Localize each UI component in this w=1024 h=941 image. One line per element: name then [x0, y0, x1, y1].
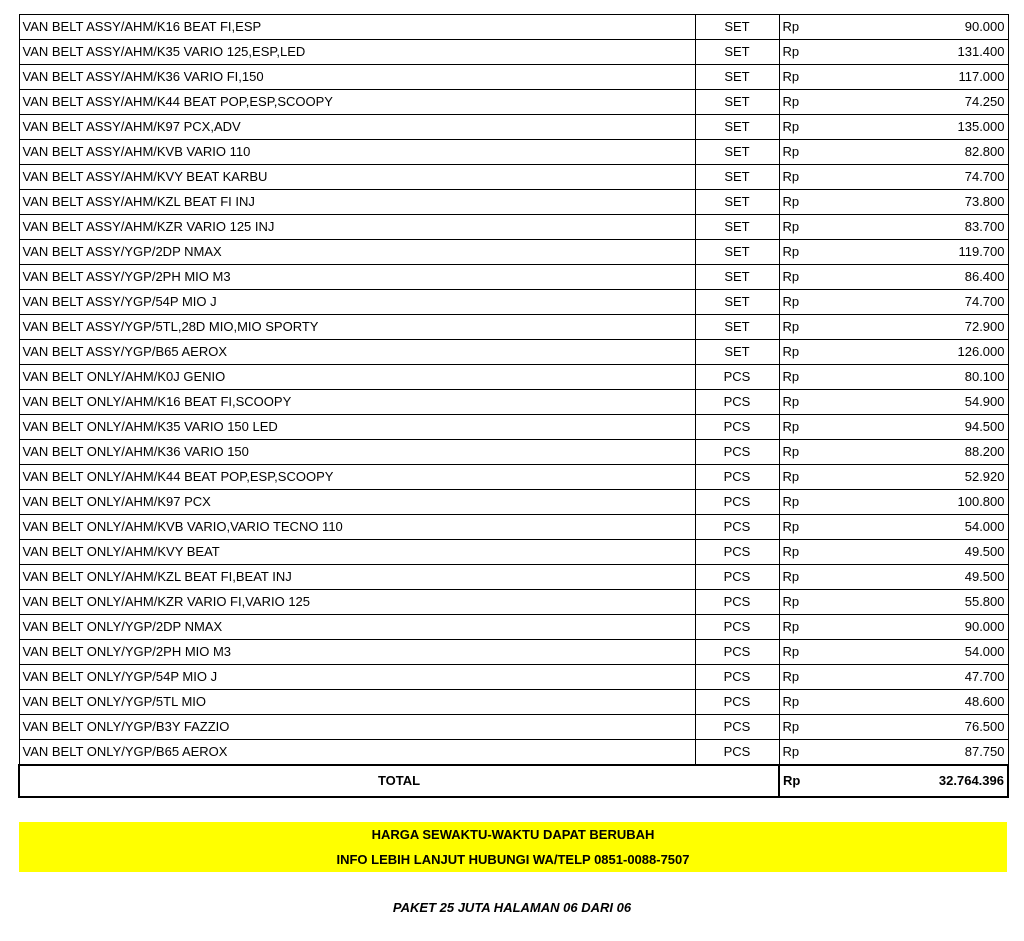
item-currency-cell: Rp [779, 15, 809, 40]
item-currency-cell: Rp [779, 40, 809, 65]
table-row [19, 365, 1008, 390]
item-currency-cell: Rp [779, 340, 809, 365]
item-price-cell: 126.000 [809, 340, 1008, 365]
item-currency-cell: Rp [779, 240, 809, 265]
item-currency-cell: Rp [779, 165, 809, 190]
table-row [19, 190, 1008, 215]
item-unit-cell: SET [695, 290, 779, 315]
item-currency-cell: Rp [779, 190, 809, 215]
item-currency-cell: Rp [779, 265, 809, 290]
item-name-cell: VAN BELT ONLY/AHM/K35 VARIO 150 LED [19, 415, 695, 440]
item-unit-cell: SET [695, 340, 779, 365]
item-price-cell: 82.800 [809, 140, 1008, 165]
table-row [19, 265, 1008, 290]
item-currency-cell: Rp [779, 565, 809, 590]
item-name-cell: VAN BELT ASSY/AHM/KZR VARIO 125 INJ [19, 215, 695, 240]
item-name-cell: VAN BELT ONLY/AHM/K44 BEAT POP,ESP,SCOOPY [19, 465, 695, 490]
item-currency-cell: Rp [779, 115, 809, 140]
item-unit-cell: PCS [695, 390, 779, 415]
table-row [19, 515, 1008, 540]
table-row [19, 240, 1008, 265]
item-price-cell: 131.400 [809, 40, 1008, 65]
item-name-cell: VAN BELT ONLY/AHM/K36 VARIO 150 [19, 440, 695, 465]
notice-line-price-change: HARGA SEWAKTU-WAKTU DAPAT BERUBAH [371, 827, 655, 842]
item-unit-cell: SET [695, 240, 779, 265]
item-price-cell: 49.500 [809, 540, 1008, 565]
item-currency-cell: Rp [779, 515, 809, 540]
item-unit-cell: SET [695, 40, 779, 65]
table-row [19, 340, 1008, 365]
item-unit-cell: PCS [695, 540, 779, 565]
item-price-cell: 117.000 [809, 65, 1008, 90]
item-name-cell: VAN BELT ASSY/AHM/K44 BEAT POP,ESP,SCOOPY [19, 90, 695, 115]
item-currency-cell: Rp [779, 390, 809, 415]
item-unit-cell: PCS [695, 515, 779, 540]
item-currency-cell: Rp [779, 690, 809, 715]
table-row [19, 165, 1008, 190]
item-unit-cell: SET [695, 65, 779, 90]
item-currency-cell: Rp [779, 140, 809, 165]
item-currency-cell: Rp [779, 715, 809, 740]
table-row [19, 615, 1008, 640]
item-price-cell: 88.200 [809, 440, 1008, 465]
item-unit-cell: PCS [695, 615, 779, 640]
item-unit-cell: SET [695, 190, 779, 215]
item-name-cell: VAN BELT ONLY/YGP/B65 AEROX [19, 740, 695, 766]
item-currency-cell: Rp [779, 365, 809, 390]
item-name-cell: VAN BELT ONLY/AHM/KVB VARIO,VARIO TECNO 110 [19, 515, 695, 540]
item-name-cell: VAN BELT ONLY/YGP/5TL MIO [19, 690, 695, 715]
item-unit-cell: PCS [695, 640, 779, 665]
item-price-cell: 87.750 [809, 740, 1008, 766]
item-name-cell: VAN BELT ONLY/AHM/KVY BEAT [19, 540, 695, 565]
item-currency-cell: Rp [779, 315, 809, 340]
item-price-cell: 119.700 [809, 240, 1008, 265]
item-price-cell: 100.800 [809, 490, 1008, 515]
item-name-cell: VAN BELT ASSY/AHM/KVB VARIO 110 [19, 140, 695, 165]
item-unit-cell: PCS [695, 415, 779, 440]
item-price-cell: 135.000 [809, 115, 1008, 140]
table-row [19, 115, 1008, 140]
item-unit-cell: PCS [695, 465, 779, 490]
item-unit-cell: PCS [695, 440, 779, 465]
item-price-cell: 76.500 [809, 715, 1008, 740]
item-price-cell: 72.900 [809, 315, 1008, 340]
item-name-cell: VAN BELT ONLY/YGP/54P MIO J [19, 665, 695, 690]
item-name-cell: VAN BELT ASSY/AHM/K97 PCX,ADV [19, 115, 695, 140]
item-unit-cell: PCS [695, 715, 779, 740]
table-row [19, 215, 1008, 240]
item-currency-cell: Rp [779, 415, 809, 440]
item-unit-cell: SET [695, 90, 779, 115]
notice-banner [19, 822, 1007, 872]
item-unit-cell: SET [695, 315, 779, 340]
item-name-cell: VAN BELT ASSY/AHM/K35 VARIO 125,ESP,LED [19, 40, 695, 65]
item-price-cell: 86.400 [809, 265, 1008, 290]
item-unit-cell: SET [695, 115, 779, 140]
item-name-cell: VAN BELT ASSY/AHM/KVY BEAT KARBU [19, 165, 695, 190]
item-name-cell: VAN BELT ONLY/AHM/KZR VARIO FI,VARIO 125 [19, 590, 695, 615]
item-currency-cell: Rp [779, 615, 809, 640]
item-unit-cell: PCS [695, 365, 779, 390]
item-unit-cell: SET [695, 265, 779, 290]
item-currency-cell: Rp [779, 215, 809, 240]
item-unit-cell: SET [695, 15, 779, 40]
table-row [19, 715, 1008, 740]
item-currency-cell: Rp [779, 590, 809, 615]
item-name-cell: VAN BELT ONLY/YGP/B3Y FAZZIO [19, 715, 695, 740]
item-price-cell: 54.000 [809, 640, 1008, 665]
item-currency-cell: Rp [779, 640, 809, 665]
item-name-cell: VAN BELT ASSY/YGP/5TL,28D MIO,MIO SPORTY [19, 315, 695, 340]
table-row [19, 140, 1008, 165]
item-name-cell: VAN BELT ONLY/AHM/KZL BEAT FI,BEAT INJ [19, 565, 695, 590]
item-price-cell: 52.920 [809, 465, 1008, 490]
page-footer: PAKET 25 JUTA HALAMAN 06 DARI 06 [392, 900, 632, 915]
item-currency-cell: Rp [779, 290, 809, 315]
item-price-cell: 73.800 [809, 190, 1008, 215]
table-row [19, 40, 1008, 65]
total-amount: 32.764.396 [809, 765, 1008, 797]
item-price-cell: 54.000 [809, 515, 1008, 540]
item-currency-cell: Rp [779, 665, 809, 690]
item-currency-cell: Rp [779, 65, 809, 90]
item-name-cell: VAN BELT ASSY/AHM/K36 VARIO FI,150 [19, 65, 695, 90]
table-row [19, 740, 1008, 766]
item-currency-cell: Rp [779, 490, 809, 515]
item-name-cell: VAN BELT ASSY/YGP/B65 AEROX [19, 340, 695, 365]
price-table [18, 14, 1009, 798]
item-name-cell: VAN BELT ONLY/AHM/K16 BEAT FI,SCOOPY [19, 390, 695, 415]
total-label: TOTAL [19, 765, 779, 797]
item-price-cell: 74.700 [809, 165, 1008, 190]
item-name-cell: VAN BELT ONLY/YGP/2PH MIO M3 [19, 640, 695, 665]
table-row [19, 65, 1008, 90]
table-row [19, 15, 1008, 40]
table-row [19, 415, 1008, 440]
item-price-cell: 49.500 [809, 565, 1008, 590]
item-unit-cell: PCS [695, 490, 779, 515]
item-price-cell: 74.250 [809, 90, 1008, 115]
table-row [19, 315, 1008, 340]
item-currency-cell: Rp [779, 540, 809, 565]
item-name-cell: VAN BELT ASSY/AHM/KZL BEAT FI INJ [19, 190, 695, 215]
item-currency-cell: Rp [779, 440, 809, 465]
table-row [19, 390, 1008, 415]
item-unit-cell: PCS [695, 690, 779, 715]
item-price-cell: 47.700 [809, 665, 1008, 690]
notice-line-contact: INFO LEBIH LANJUT HUBUNGI WA/TELP 0851-0088-7507 [336, 852, 690, 867]
table-row [19, 540, 1008, 565]
table-row [19, 440, 1008, 465]
item-name-cell: VAN BELT ONLY/AHM/K0J GENIO [19, 365, 695, 390]
item-price-cell: 94.500 [809, 415, 1008, 440]
table-row [19, 690, 1008, 715]
table-row [19, 565, 1008, 590]
item-currency-cell: Rp [779, 740, 809, 766]
item-price-cell: 55.800 [809, 590, 1008, 615]
table-row [19, 290, 1008, 315]
item-price-cell: 83.700 [809, 215, 1008, 240]
item-unit-cell: PCS [695, 565, 779, 590]
item-price-cell: 74.700 [809, 290, 1008, 315]
table-row [19, 665, 1008, 690]
item-unit-cell: PCS [695, 665, 779, 690]
table-row [19, 465, 1008, 490]
total-row [19, 765, 1008, 797]
item-price-cell: 80.100 [809, 365, 1008, 390]
table-row [19, 590, 1008, 615]
total-currency: Rp [779, 765, 809, 797]
item-currency-cell: Rp [779, 465, 809, 490]
item-price-cell: 54.900 [809, 390, 1008, 415]
item-unit-cell: PCS [695, 740, 779, 766]
item-unit-cell: SET [695, 165, 779, 190]
price-table-body [19, 15, 1008, 766]
item-name-cell: VAN BELT ONLY/YGP/2DP NMAX [19, 615, 695, 640]
item-currency-cell: Rp [779, 90, 809, 115]
item-unit-cell: SET [695, 215, 779, 240]
item-unit-cell: PCS [695, 590, 779, 615]
table-row [19, 90, 1008, 115]
item-name-cell: VAN BELT ONLY/AHM/K97 PCX [19, 490, 695, 515]
item-price-cell: 90.000 [809, 615, 1008, 640]
item-name-cell: VAN BELT ASSY/AHM/K16 BEAT FI,ESP [19, 15, 695, 40]
item-price-cell: 48.600 [809, 690, 1008, 715]
item-name-cell: VAN BELT ASSY/YGP/54P MIO J [19, 290, 695, 315]
table-row [19, 490, 1008, 515]
table-row [19, 640, 1008, 665]
item-name-cell: VAN BELT ASSY/YGP/2DP NMAX [19, 240, 695, 265]
item-name-cell: VAN BELT ASSY/YGP/2PH MIO M3 [19, 265, 695, 290]
item-price-cell: 90.000 [809, 15, 1008, 40]
item-unit-cell: SET [695, 140, 779, 165]
